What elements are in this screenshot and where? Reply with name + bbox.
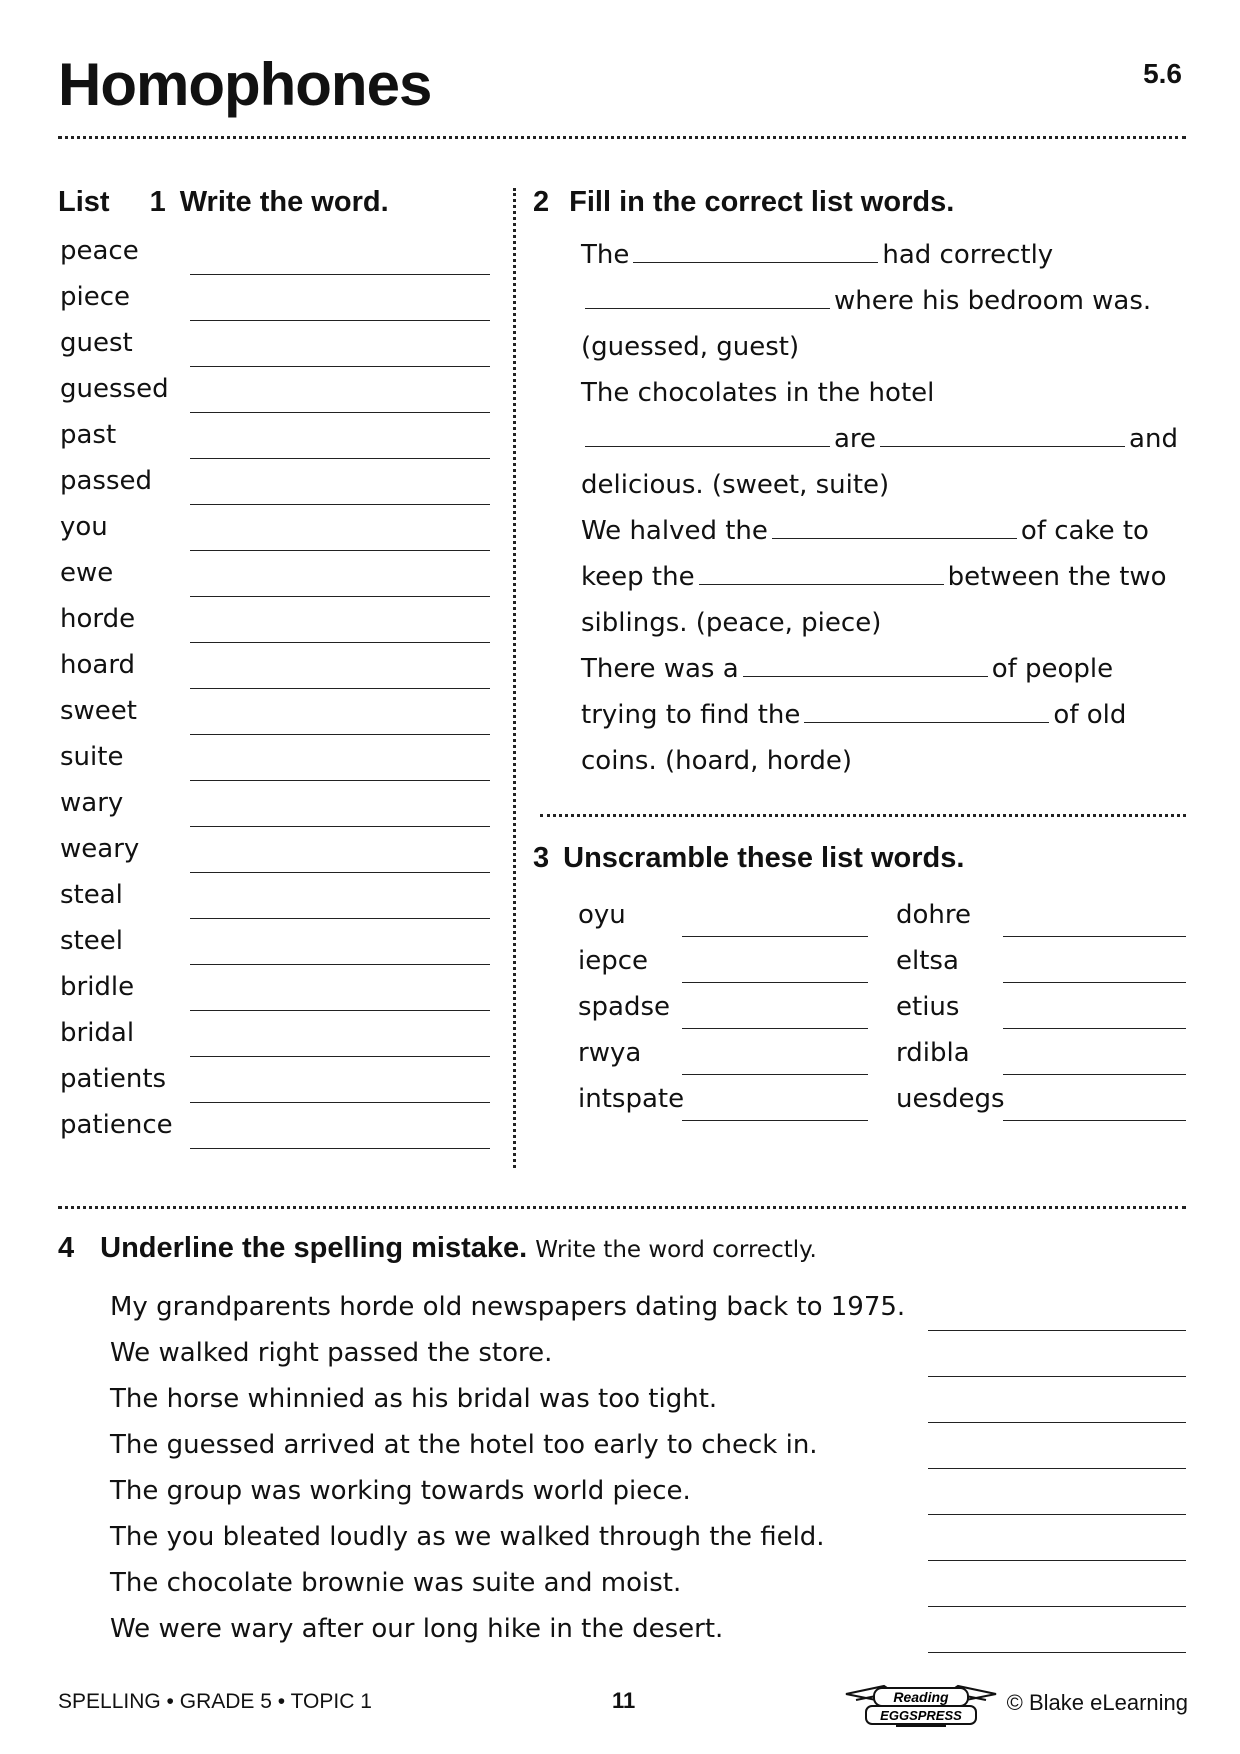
logo-line2: EGGSPRESS xyxy=(880,1708,962,1723)
mistake-sentence: My grandparents horde old newspapers dating back to 1975. xyxy=(110,1292,906,1322)
scrambled-word: oyu xyxy=(578,900,626,930)
page-number: 11 xyxy=(612,1688,636,1713)
write-line[interactable] xyxy=(190,826,490,827)
write-line[interactable] xyxy=(190,780,490,781)
answer-blank[interactable] xyxy=(585,283,830,309)
list-word: steel xyxy=(60,926,123,956)
unscramble-answer-line[interactable] xyxy=(682,1120,868,1121)
write-line[interactable] xyxy=(190,642,490,643)
list-word: suite xyxy=(60,742,124,772)
section1-title: Write the word. xyxy=(179,186,389,218)
sentence-text: siblings. (peace, piece) xyxy=(581,608,882,638)
write-line[interactable] xyxy=(190,1056,490,1057)
scrambled-word: uesdegs xyxy=(896,1084,1005,1114)
logo-line1: Reading xyxy=(893,1689,949,1705)
write-line[interactable] xyxy=(190,458,490,459)
footer-copyright: © Blake eLearning xyxy=(1006,1690,1188,1715)
fill-in-line xyxy=(581,646,1113,692)
section3-number: 3 xyxy=(533,842,550,874)
mistake-sentence: We were wary after our long hike in the desert. xyxy=(110,1614,724,1644)
correction-line[interactable] xyxy=(928,1514,1186,1515)
write-line[interactable] xyxy=(190,412,490,413)
list-word: bridal xyxy=(60,1018,135,1048)
answer-blank[interactable] xyxy=(633,237,878,263)
section1-number: 1 xyxy=(149,186,166,218)
unscramble-answer-line[interactable] xyxy=(1003,936,1186,937)
list-word: wary xyxy=(60,788,124,818)
list-word: steal xyxy=(60,880,123,910)
fill-in-line xyxy=(581,554,1167,600)
sentence-text: The xyxy=(581,240,630,270)
correction-line[interactable] xyxy=(928,1422,1186,1423)
section2-number: 2 xyxy=(533,186,550,218)
unscramble-answer-line[interactable] xyxy=(1003,1074,1186,1075)
write-line[interactable] xyxy=(190,596,490,597)
section3-divider xyxy=(540,814,1186,817)
list-word: weary xyxy=(60,834,140,864)
correction-line[interactable] xyxy=(928,1560,1186,1561)
unscramble-answer-line[interactable] xyxy=(1003,982,1186,983)
sentence-text: of cake to xyxy=(1020,516,1149,546)
correction-line[interactable] xyxy=(928,1468,1186,1469)
reading-eggspress-logo xyxy=(836,1680,1006,1730)
correction-line[interactable] xyxy=(928,1652,1186,1653)
list-word: passed xyxy=(60,466,153,496)
answer-blank[interactable] xyxy=(585,421,830,447)
section3-heading xyxy=(533,842,964,875)
section2-heading xyxy=(533,186,954,219)
unscramble-answer-line[interactable] xyxy=(1003,1120,1186,1121)
sentence-text: between the two xyxy=(947,562,1167,592)
fill-in-line xyxy=(581,324,799,370)
list-label: List xyxy=(58,186,110,218)
sentence-text: coins. (hoard, horde) xyxy=(581,746,852,776)
write-line[interactable] xyxy=(190,872,490,873)
header-divider xyxy=(58,136,1186,139)
fill-in-line xyxy=(581,278,1151,324)
sentence-text: keep the xyxy=(581,562,695,592)
write-line[interactable] xyxy=(190,274,490,275)
unscramble-answer-line[interactable] xyxy=(682,1074,868,1075)
fill-in-line xyxy=(581,738,852,784)
section1-heading xyxy=(58,186,389,219)
write-line[interactable] xyxy=(190,1010,490,1011)
list-word: guest xyxy=(60,328,133,358)
fill-in-line xyxy=(581,600,881,646)
correction-line[interactable] xyxy=(928,1606,1186,1607)
write-line[interactable] xyxy=(190,320,490,321)
mistake-sentence: The horse whinnied as his bridal was too tight. xyxy=(110,1384,718,1414)
list-word: piece xyxy=(60,282,131,312)
mistake-sentence: The you bleated loudly as we walked through the field. xyxy=(110,1522,825,1552)
sentence-text: (guessed, guest) xyxy=(581,332,800,362)
list-word: horde xyxy=(60,604,136,634)
list-word: past xyxy=(60,420,117,450)
section4-subtitle: Write the word correctly. xyxy=(535,1237,817,1263)
sentence-text: had correctly xyxy=(882,240,1054,270)
sentence-text: There was a xyxy=(581,654,739,684)
list-word: bridle xyxy=(60,972,135,1002)
unscramble-answer-line[interactable] xyxy=(1003,1028,1186,1029)
answer-blank[interactable] xyxy=(699,559,944,585)
answer-blank[interactable] xyxy=(804,697,1049,723)
sentence-text: where his bedroom was. xyxy=(834,286,1152,316)
section4-title: Underline the spelling mistake. xyxy=(100,1232,528,1264)
sentence-text: are xyxy=(834,424,877,454)
write-line[interactable] xyxy=(190,734,490,735)
fill-in-line xyxy=(581,692,1126,738)
section4-heading xyxy=(58,1232,817,1265)
page-title: Homophones xyxy=(58,51,432,118)
unscramble-answer-line[interactable] xyxy=(682,936,868,937)
write-line[interactable] xyxy=(190,366,490,367)
section2-title: Fill in the correct list words. xyxy=(569,186,955,218)
sentence-text: trying to find the xyxy=(581,700,801,730)
write-line[interactable] xyxy=(190,504,490,505)
scrambled-word: rwya xyxy=(578,1038,642,1068)
footer-course: SPELLING • GRADE 5 • TOPIC 1 xyxy=(58,1690,372,1713)
mistake-sentence: The chocolate brownie was suite and moist. xyxy=(110,1568,682,1598)
list-word: ewe xyxy=(60,558,114,588)
correction-line[interactable] xyxy=(928,1330,1186,1331)
fill-in-line xyxy=(581,508,1149,554)
list-word: patience xyxy=(60,1110,173,1140)
list-word: peace xyxy=(60,236,139,266)
scrambled-word: etius xyxy=(896,992,960,1022)
sentence-text: of old xyxy=(1053,700,1127,730)
list-word: patients xyxy=(60,1064,167,1094)
write-line[interactable] xyxy=(190,550,490,551)
sentence-text: of people xyxy=(991,654,1114,684)
mistake-sentence: The group was working towards world piece. xyxy=(110,1476,691,1506)
fill-in-line xyxy=(581,462,889,508)
fill-in-line xyxy=(581,370,934,416)
mistake-sentence: We walked right passed the store. xyxy=(110,1338,553,1368)
sentence-text: delicious. (sweet, suite) xyxy=(581,470,890,500)
list-word: you xyxy=(60,512,108,542)
write-line[interactable] xyxy=(190,918,490,919)
section3-title: Unscramble these list words. xyxy=(563,842,965,874)
fill-in-line xyxy=(581,416,1178,462)
sentence-text: and xyxy=(1129,424,1178,454)
list-word: sweet xyxy=(60,696,137,726)
page-code: 5.6 xyxy=(1143,58,1182,89)
write-line[interactable] xyxy=(190,964,490,965)
scrambled-word: dohre xyxy=(896,900,972,930)
unscramble-answer-line[interactable] xyxy=(682,982,868,983)
list-word: hoard xyxy=(60,650,136,680)
scrambled-word: rdibla xyxy=(896,1038,970,1068)
scrambled-word: eltsa xyxy=(896,946,959,976)
mistake-sentence: The guessed arrived at the hotel too early to check in. xyxy=(110,1430,818,1460)
section4-number: 4 xyxy=(58,1232,75,1264)
answer-blank[interactable] xyxy=(743,651,988,677)
answer-blank[interactable] xyxy=(880,421,1125,447)
scrambled-word: iepce xyxy=(578,946,649,976)
write-line[interactable] xyxy=(190,1102,490,1103)
section4-divider xyxy=(58,1206,1186,1209)
fill-in-line xyxy=(581,232,1053,278)
unscramble-answer-line[interactable] xyxy=(682,1028,868,1029)
write-line[interactable] xyxy=(190,1148,490,1149)
column-divider xyxy=(513,188,516,1168)
answer-blank[interactable] xyxy=(772,513,1017,539)
sentence-text: The chocolates in the hotel xyxy=(581,378,935,408)
write-line[interactable] xyxy=(190,688,490,689)
scrambled-word: spadse xyxy=(578,992,671,1022)
list-word: guessed xyxy=(60,374,169,404)
correction-line[interactable] xyxy=(928,1376,1186,1377)
sentence-text: We halved the xyxy=(581,516,768,546)
scrambled-word: intspate xyxy=(578,1084,685,1114)
